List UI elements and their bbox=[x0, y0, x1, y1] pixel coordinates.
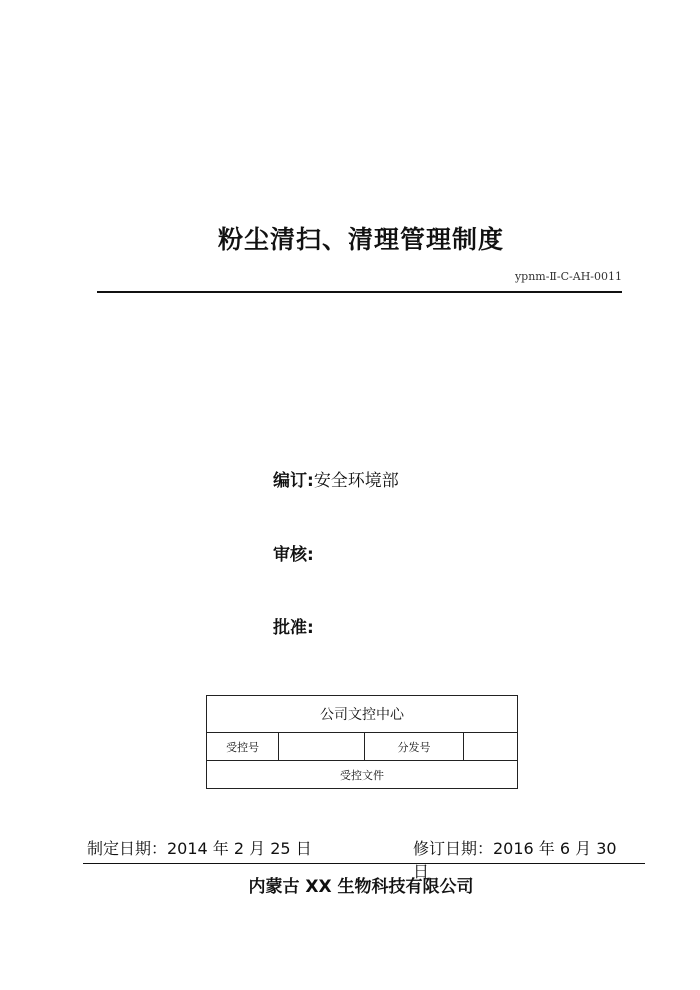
distribution-number-label: 分发号 bbox=[365, 733, 463, 761]
approve-row bbox=[273, 613, 314, 638]
bottom-divider bbox=[83, 863, 645, 864]
revised-date: 修订日期：2016 年 6 月 30 日 bbox=[413, 839, 617, 881]
review-row bbox=[273, 540, 314, 565]
approve-label: 批准: bbox=[273, 618, 314, 638]
title-divider bbox=[97, 291, 622, 293]
compile-label: 编订: bbox=[273, 471, 314, 491]
established-date: 制定日期：2014 年 2 月 25 日 bbox=[87, 839, 312, 858]
document-title: 粉尘清扫、清理管理制度 bbox=[217, 225, 504, 254]
control-center-header: 公司文控中心 bbox=[207, 696, 518, 733]
compile-value: 安全环境部 bbox=[313, 471, 399, 491]
distribution-number-value bbox=[463, 733, 517, 761]
control-number-label: 受控号 bbox=[207, 733, 279, 761]
review-label: 审核: bbox=[273, 545, 314, 565]
compile-row bbox=[273, 466, 399, 491]
controlled-document-footer: 受控文件 bbox=[207, 761, 518, 789]
document-control-table bbox=[206, 695, 518, 789]
control-number-value bbox=[279, 733, 365, 761]
company-name: 内蒙古 XX 生物科技有限公司 bbox=[248, 877, 474, 897]
document-code: ypnm-Ⅱ-C-AH-0011 bbox=[514, 270, 622, 283]
